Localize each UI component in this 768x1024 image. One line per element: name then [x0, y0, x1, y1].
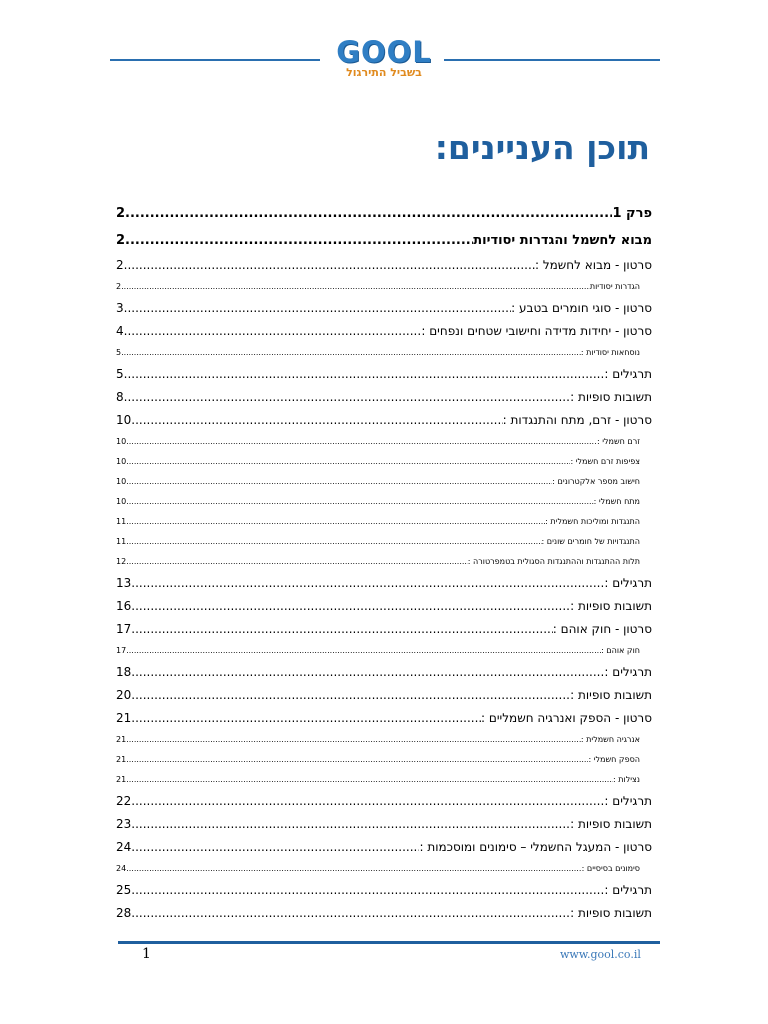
toc-dot-leader	[126, 492, 593, 512]
toc-dot-leader	[126, 532, 541, 552]
toc-dot-leader	[131, 902, 570, 925]
toc-dot-leader	[124, 297, 512, 320]
toc-entry-page: 5	[116, 348, 122, 357]
toc-entry-page: 21	[116, 755, 127, 764]
toc-entry[interactable]	[116, 707, 652, 730]
toc-subentry[interactable]	[116, 552, 652, 572]
toc-dot-leader	[126, 432, 597, 452]
toc-subentry[interactable]	[116, 512, 652, 532]
toc-entry[interactable]	[116, 409, 652, 432]
toc-entry-page: 12	[116, 557, 127, 566]
toc-entry-page: 23	[116, 817, 132, 831]
toc-entry[interactable]	[116, 836, 652, 859]
toc-entry-page: 13	[116, 576, 132, 590]
toc-dot-leader	[131, 879, 604, 902]
toc-dot-leader	[131, 661, 604, 684]
toc-dot-leader	[121, 277, 590, 297]
toc-dot-leader	[126, 770, 613, 790]
toc-dot-leader	[124, 320, 422, 343]
toc-dot-leader	[121, 343, 581, 363]
toc-dot-leader	[131, 618, 552, 641]
logo-wordmark: GOOL	[336, 35, 432, 69]
toc-entry-label: סרטון - מבוא לחשמל :	[534, 258, 652, 272]
toc-entry-label: תרגילים :	[604, 794, 652, 808]
toc-entry-page: 21	[116, 711, 132, 725]
toc-entry-label: חישוב מספר אלקטרונים :	[552, 477, 640, 486]
toc-entry-label: תרגילים :	[604, 883, 652, 897]
toc-entry-page: 22	[116, 794, 132, 808]
toc-entry-page: 10	[116, 413, 132, 427]
toc-entry-page: 24	[116, 864, 127, 873]
toc-entry-label: תרגילים :	[604, 367, 652, 381]
toc-entry-label: סרטון - יחידות מדידה וחישובי שטחים ונפחים :	[421, 324, 652, 338]
toc-dot-leader	[131, 684, 570, 707]
toc-entry-label: סרטון - הספק ואנרגיה חשמליים :	[481, 711, 652, 725]
toc-entry-label: תשובות סופיות :	[570, 599, 652, 613]
toc-entry-label: סרטון - זרם, מתח והתנגדות :	[502, 413, 652, 427]
toc-entry-label: צפיפות זרם חשמלי :	[570, 457, 640, 466]
toc-entry[interactable]	[116, 363, 652, 386]
toc-entry-page: 24	[116, 840, 132, 854]
toc-entry-label: נצילות :	[613, 775, 640, 784]
toc-entry[interactable]	[116, 902, 652, 925]
toc-dot-leader	[125, 227, 473, 254]
header-rule-right	[444, 59, 660, 61]
toc-entry-page: 16	[116, 599, 132, 613]
toc-entry-label: תלות ההתנגדות וההתנגדות הסגולית בטמפרטורה :	[467, 557, 640, 566]
toc-dot-leader	[126, 641, 601, 661]
toc-dot-leader	[124, 386, 571, 409]
toc-entry-page: 2	[116, 258, 124, 272]
toc-entry[interactable]	[116, 813, 652, 836]
toc-subentry[interactable]	[116, 277, 652, 297]
toc-entry-label: מבוא לחשמל והגדרות יסודיות	[473, 233, 652, 248]
toc-entry-label: התנגדויות של חומרים שונים :	[541, 537, 640, 546]
toc-entry-page: 10	[116, 457, 127, 466]
toc-dot-leader	[126, 452, 570, 472]
table-of-contents	[116, 200, 652, 925]
toc-entry-label: נוסחאות יסודיות :	[580, 348, 640, 357]
toc-dot-leader	[126, 859, 581, 879]
toc-entry-page: 3	[116, 301, 124, 315]
toc-dot-leader	[131, 595, 570, 618]
toc-entry[interactable]	[116, 386, 652, 409]
toc-subentry[interactable]	[116, 472, 652, 492]
toc-entry-label: סרטון - חוק אוהם :	[552, 622, 652, 636]
toc-entry-page: 2	[116, 206, 126, 221]
toc-entry-label: סימונים בסיסיים :	[581, 864, 640, 873]
toc-entry-page: 10	[116, 437, 127, 446]
toc-dot-leader	[131, 813, 570, 836]
toc-chapter[interactable]	[116, 227, 652, 254]
toc-entry-label: תרגילים :	[604, 576, 652, 590]
toc-subentry[interactable]	[116, 432, 652, 452]
toc-subentry[interactable]	[116, 859, 652, 879]
toc-chapter[interactable]	[116, 200, 652, 227]
toc-entry-page: 11	[116, 517, 127, 526]
logo-tagline: בשביל התירגול	[346, 66, 422, 79]
toc-entry-label: תשובות סופיות :	[570, 817, 652, 831]
toc-dot-leader	[131, 790, 604, 813]
toc-entry-label: תשובות סופיות :	[570, 688, 652, 702]
toc-entry-page: 21	[116, 735, 127, 744]
toc-dot-leader	[126, 472, 552, 492]
toc-dot-leader	[131, 836, 419, 859]
toc-entry-label: סרטון - סוגי חומרים בטבע :	[511, 301, 652, 315]
toc-entry-page: 4	[116, 324, 124, 338]
toc-dot-leader	[126, 730, 581, 750]
toc-dot-leader	[126, 512, 545, 532]
toc-entry-page: 5	[116, 367, 124, 381]
toc-dot-leader	[126, 750, 588, 770]
toc-entry-label: פרק 1	[612, 206, 652, 221]
footer-url-link[interactable]: www.gool.co.il	[560, 948, 641, 961]
toc-entry[interactable]	[116, 684, 652, 707]
toc-entry-label: תשובות סופיות :	[570, 906, 652, 920]
toc-entry[interactable]	[116, 595, 652, 618]
toc-subentry[interactable]	[116, 452, 652, 472]
footer-rule	[118, 941, 660, 944]
header-rule-left	[110, 59, 320, 61]
toc-dot-leader	[125, 200, 612, 227]
toc-entry-page: 18	[116, 665, 132, 679]
toc-entry-label: תשובות סופיות :	[570, 390, 652, 404]
toc-dot-leader	[124, 254, 535, 277]
toc-subentry[interactable]	[116, 730, 652, 750]
toc-subentry[interactable]	[116, 641, 652, 661]
toc-entry-page: 10	[116, 497, 127, 506]
toc-entry-label: הספק חשמלי :	[588, 755, 640, 764]
toc-entry-page: 28	[116, 906, 132, 920]
toc-entry-page: 11	[116, 537, 127, 546]
toc-entry[interactable]	[116, 572, 652, 595]
toc-subentry[interactable]	[116, 532, 652, 552]
toc-entry[interactable]	[116, 297, 652, 320]
toc-entry-page: 2	[116, 233, 126, 248]
toc-dot-leader	[131, 707, 481, 730]
toc-entry-label: הגדרות יסודיות	[589, 282, 640, 291]
toc-entry-label: חוק אוהם :	[601, 646, 640, 655]
toc-entry[interactable]	[116, 879, 652, 902]
toc-entry-label: התנגדות ומוליכות חשמלית :	[545, 517, 640, 526]
page-title: תוכן העניינים:	[434, 128, 650, 167]
toc-entry-label: זרם חשמלי :	[596, 437, 640, 446]
toc-subentry[interactable]	[116, 770, 652, 790]
toc-entry[interactable]	[116, 790, 652, 813]
toc-entry-page: 10	[116, 477, 127, 486]
toc-entry-page: 17	[116, 646, 127, 655]
toc-entry[interactable]	[116, 254, 652, 277]
gool-logo	[330, 35, 438, 80]
toc-entry-label: אנרגיה חשמלית :	[580, 735, 640, 744]
toc-dot-leader	[131, 572, 604, 595]
toc-entry[interactable]	[116, 320, 652, 343]
toc-entry-page: 25	[116, 883, 132, 897]
toc-entry-label: מתח חשמלי :	[593, 497, 640, 506]
toc-subentry[interactable]	[116, 492, 652, 512]
toc-subentry[interactable]	[116, 343, 652, 363]
toc-dot-leader	[126, 552, 468, 572]
toc-entry-page: 21	[116, 775, 127, 784]
toc-entry-label: תרגילים :	[604, 665, 652, 679]
toc-entry-page: 17	[116, 622, 132, 636]
toc-entry-label: סרטון - המעגל החשמלי – סימונים ומוסכמות :	[419, 840, 652, 854]
toc-entry-page: 2	[116, 282, 122, 291]
toc-entry[interactable]	[116, 661, 652, 684]
toc-entry-page: 20	[116, 688, 132, 702]
toc-entry[interactable]	[116, 618, 652, 641]
toc-dot-leader	[124, 363, 605, 386]
toc-subentry[interactable]	[116, 750, 652, 770]
toc-dot-leader	[131, 409, 502, 432]
footer-page-number: 1	[142, 946, 151, 962]
toc-entry-page: 8	[116, 390, 124, 404]
